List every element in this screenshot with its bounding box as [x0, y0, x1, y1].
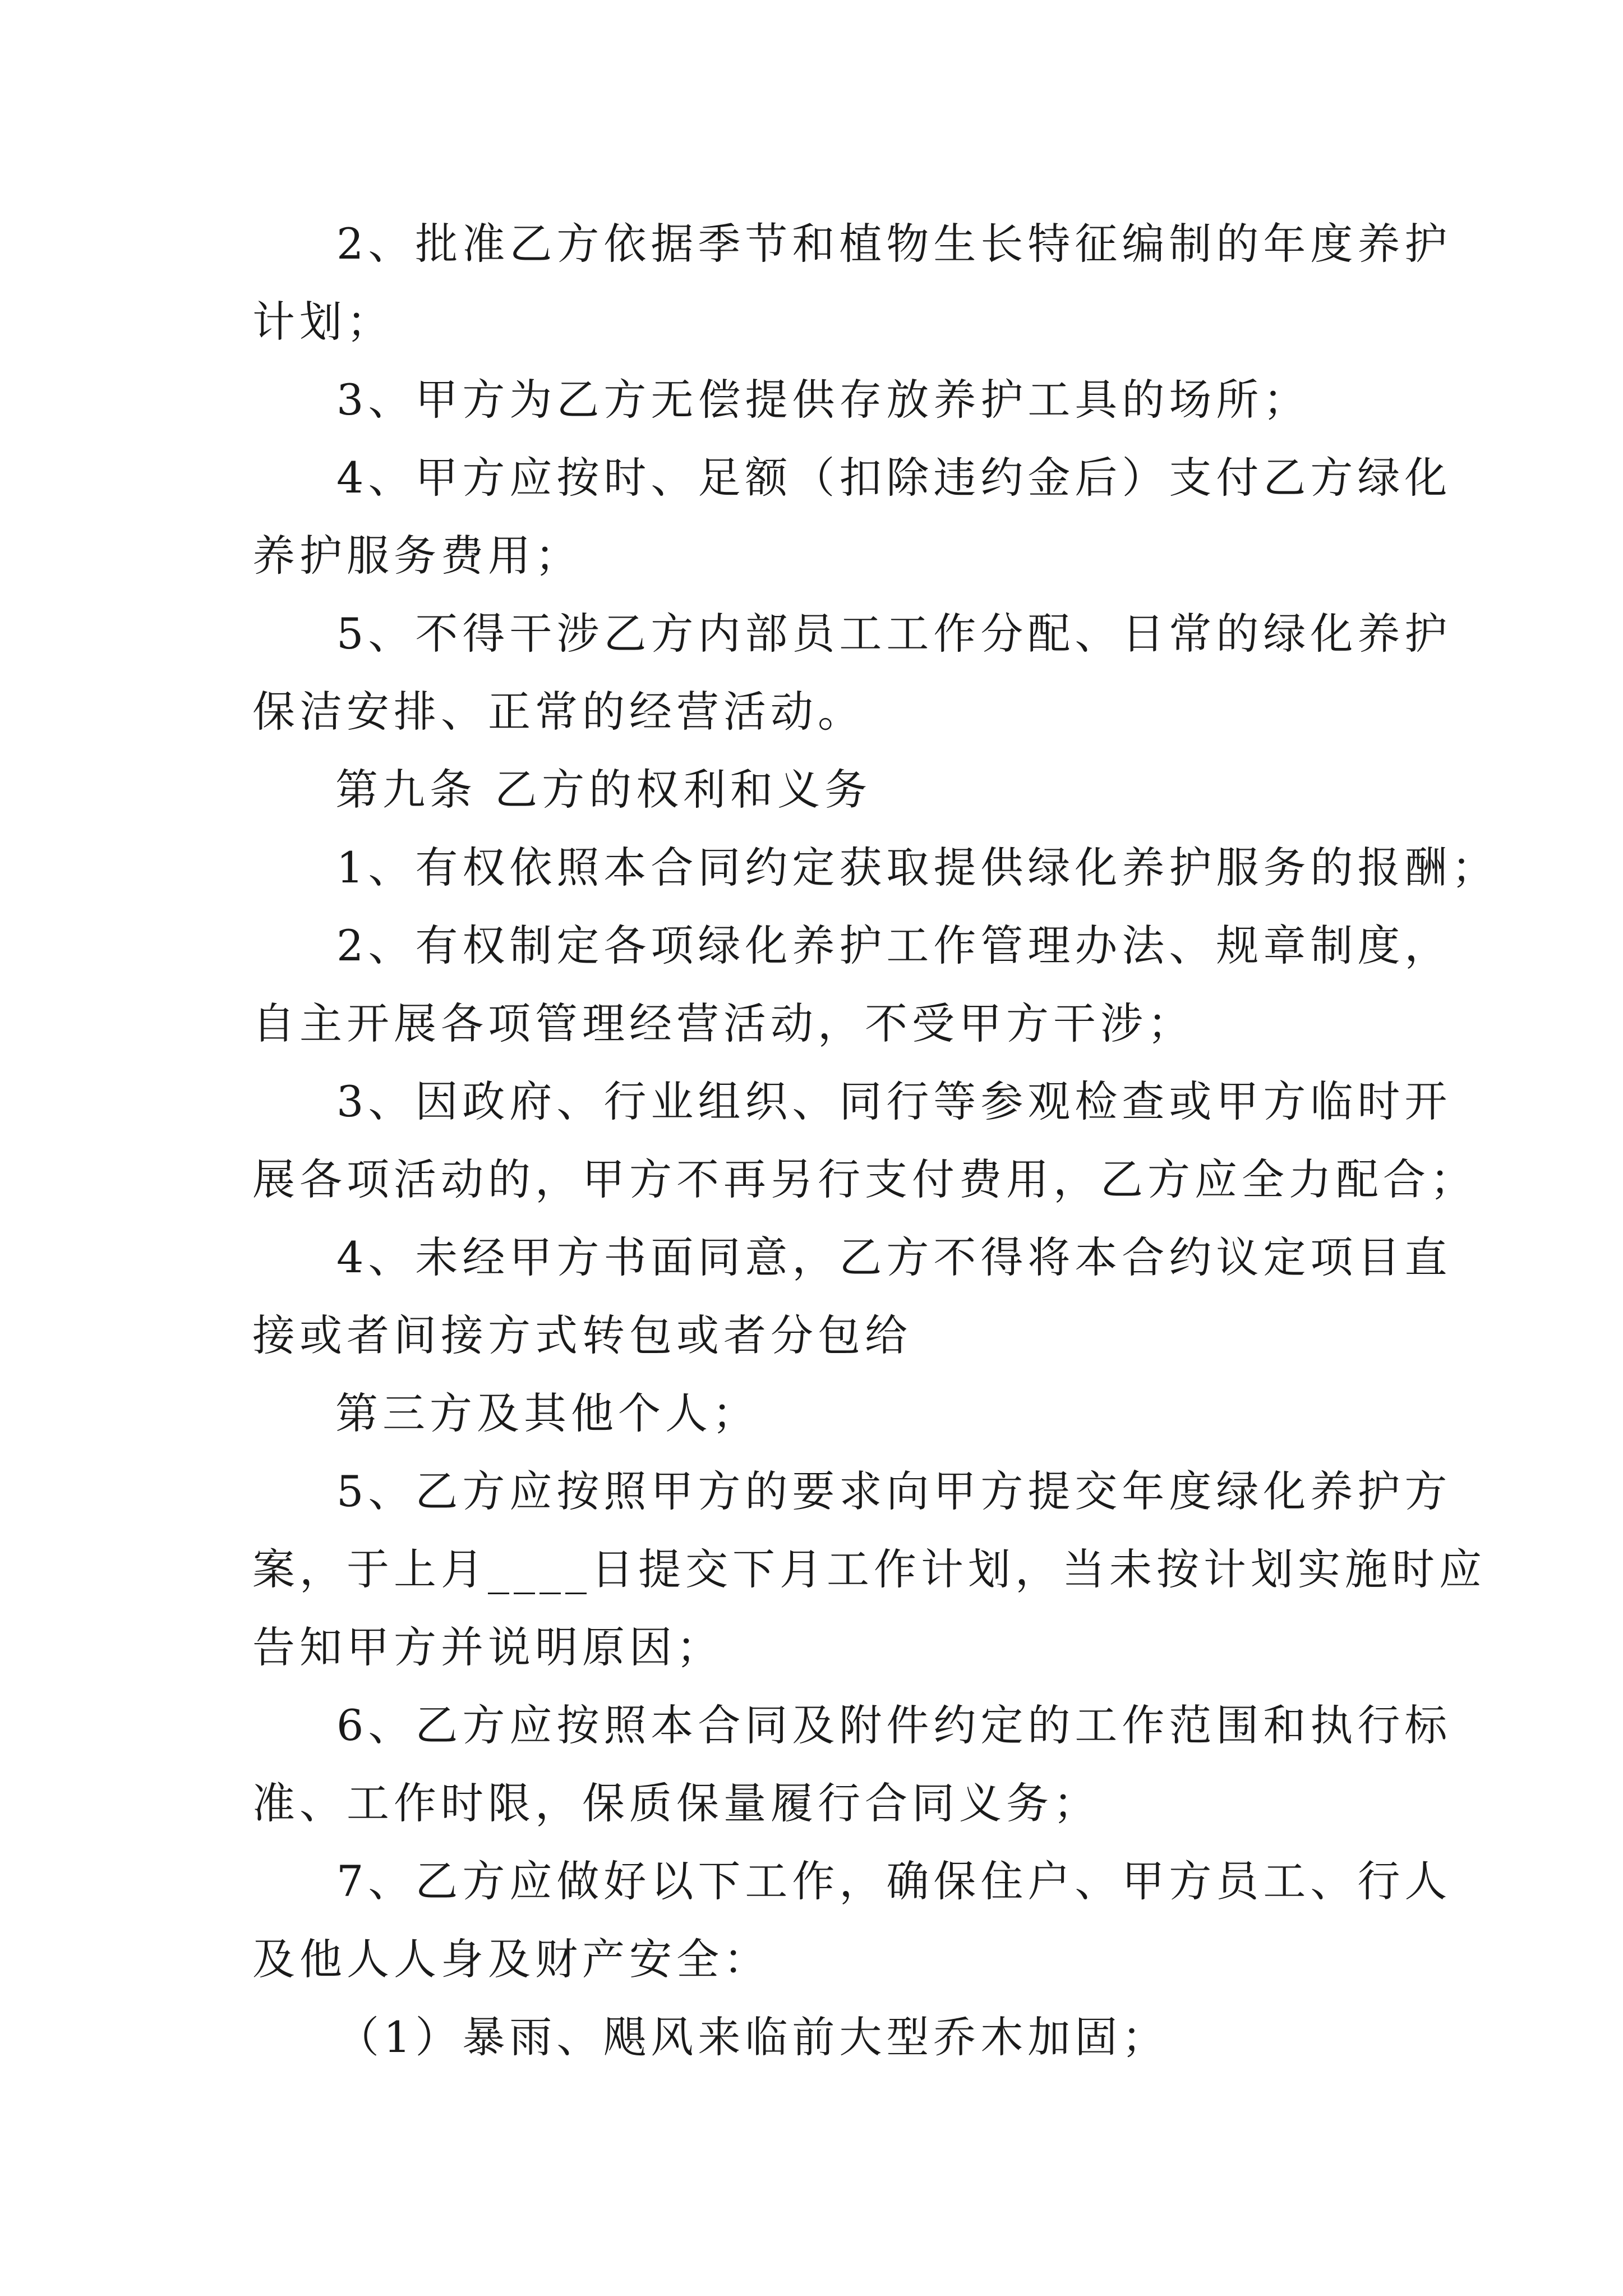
- paragraph-line: 7、乙方应做好以下工作，确保住户、甲方员工、行人: [336, 1856, 1452, 1906]
- paragraph-line: 1、有权依照本合同约定获取提供绿化养护服务的报酬；: [336, 843, 1499, 892]
- paragraph-line: 自主开展各项管理经营活动，不受甲方干涉；: [252, 999, 1195, 1048]
- paragraph-line: 展各项活动的，甲方不再另行支付费用，乙方应全力配合；: [252, 1154, 1477, 1204]
- paragraph-line: 接或者间接方式转包或者分包给: [252, 1310, 912, 1360]
- paragraph-line: 第三方及其他个人；: [335, 1388, 759, 1438]
- paragraph-line: 养护服务费用；: [252, 531, 582, 581]
- paragraph-line: 计划；: [252, 297, 394, 347]
- paragraph-line: 2、批准乙方依据季节和植物生长特征编制的年度养护: [336, 219, 1452, 269]
- paragraph-line: 保洁安排、正常的经营活动。: [252, 687, 865, 737]
- paragraph-line: 5、乙方应按照甲方的要求向甲方提交年度绿化养护方: [336, 1466, 1452, 1516]
- paragraph-line: 案，于上月____日提交下月工作计划，当未按计划实施时应: [252, 1544, 1486, 1594]
- paragraph-line: 2、有权制定各项绿化养护工作管理办法、规章制度，: [336, 921, 1452, 970]
- paragraph-line: 3、甲方为乙方无偿提供存放养护工具的场所；: [336, 375, 1311, 425]
- paragraph-line: 4、未经甲方书面同意，乙方不得将本合约议定项目直: [336, 1232, 1452, 1282]
- paragraph-line: 准、工作时限，保质保量履行合同义务；: [252, 1778, 1100, 1828]
- paragraph-line: 5、不得干涉乙方内部员工工作分配、日常的绿化养护: [336, 609, 1452, 659]
- document-body: [252, 216, 1499, 2087]
- section-heading: 第九条 乙方的权利和义务: [335, 765, 872, 815]
- paragraph-line: 4、甲方应按时、足额（扣除违约金后）支付乙方绿化: [336, 453, 1452, 503]
- paragraph-line: 3、因政府、行业组织、同行等参观检查或甲方临时开: [336, 1076, 1452, 1126]
- paragraph-line: （1）暴雨、飓风来临前大型乔木加固；: [336, 2012, 1169, 2062]
- paragraph-line: 及他人人身及财产安全：: [252, 1934, 771, 1984]
- paragraph-line: 告知甲方并说明原因；: [252, 1622, 723, 1672]
- paragraph-line: 6、乙方应按照本合同及附件约定的工作范围和执行标: [336, 1700, 1452, 1750]
